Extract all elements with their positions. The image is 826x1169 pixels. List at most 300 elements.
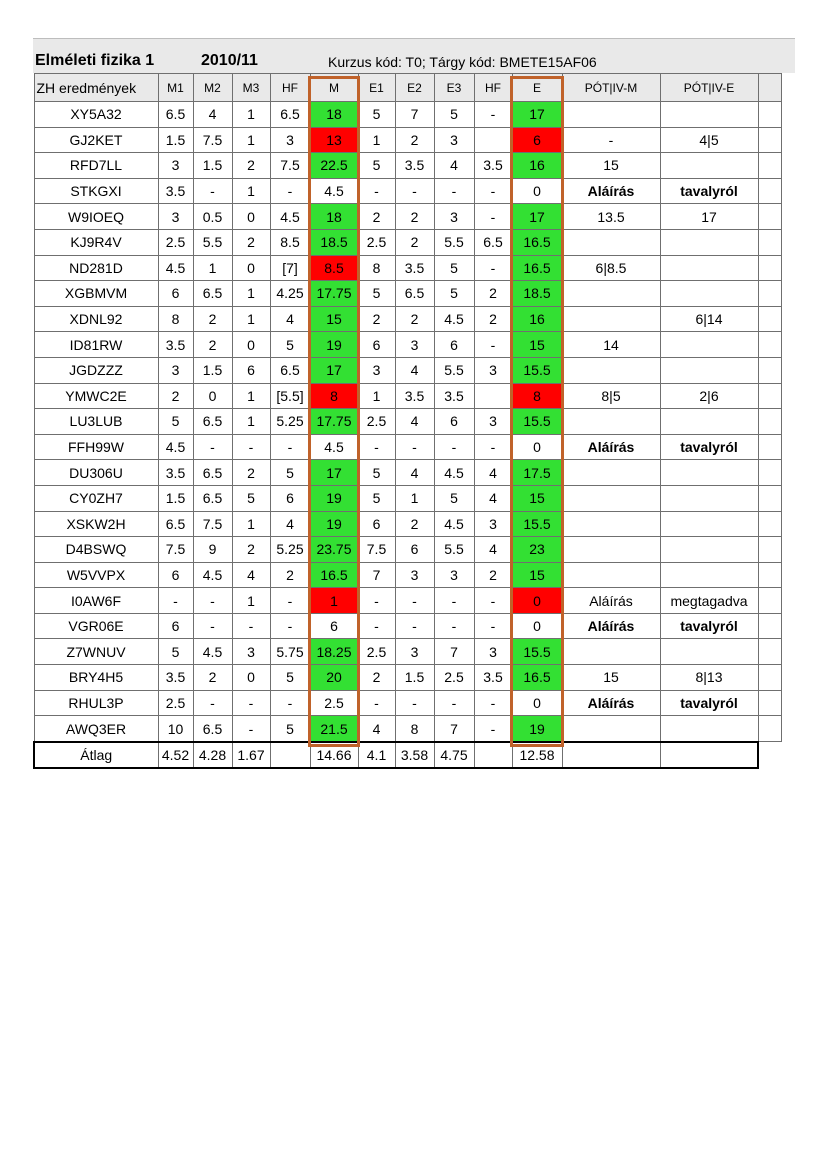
score-cell: 5 — [358, 102, 395, 128]
average-cell: 4.28 — [193, 742, 232, 769]
average-cell: 4.1 — [358, 742, 395, 769]
score-cell: 7.5 — [358, 537, 395, 563]
score-cell: 2 — [395, 306, 434, 332]
score-cell: 2 — [358, 204, 395, 230]
empty-cell — [758, 229, 781, 255]
score-cell: 5.5 — [434, 537, 474, 563]
score-cell: - — [434, 434, 474, 460]
score-cell: 6 — [358, 332, 395, 358]
score-cell: 2 — [358, 306, 395, 332]
score-cell: 2 — [193, 665, 232, 691]
table-row — [34, 306, 781, 332]
score-cell: 5 — [358, 460, 395, 486]
empty-cell — [758, 332, 781, 358]
score-cell: 1.5 — [158, 127, 193, 153]
student-code: AWQ3ER — [34, 716, 158, 742]
empty-cell — [758, 102, 781, 128]
empty-cell — [758, 178, 781, 204]
score-cell: 0 — [232, 255, 270, 281]
score-cell: 3.5 — [158, 178, 193, 204]
score-cell: [5.5] — [270, 383, 310, 409]
score-cell: 3.5 — [474, 153, 512, 179]
score-cell: 1 — [232, 281, 270, 307]
score-cell: 2.5 — [158, 690, 193, 716]
score-cell: 3 — [434, 562, 474, 588]
score-cell: 2.5 — [158, 229, 193, 255]
score-cell: 3.5 — [158, 460, 193, 486]
score-cell: 5 — [158, 409, 193, 435]
term: 2010/11 — [201, 52, 258, 69]
column-header: M2 — [193, 74, 232, 102]
m-total-cell: 19 — [310, 332, 358, 358]
header-label: ZH eredmények — [34, 74, 158, 102]
remark-cell: tavalyról — [660, 690, 758, 716]
remark-cell — [660, 229, 758, 255]
score-cell: 5 — [270, 716, 310, 742]
remark-cell — [562, 485, 660, 511]
score-cell: 6 — [270, 485, 310, 511]
column-header: HF — [270, 74, 310, 102]
student-code: XDNL92 — [34, 306, 158, 332]
average-cell: 1.67 — [232, 742, 270, 769]
score-cell: 6.5 — [158, 511, 193, 537]
score-cell: 4 — [474, 485, 512, 511]
remark-cell: tavalyról — [660, 613, 758, 639]
score-cell: - — [270, 690, 310, 716]
column-header — [758, 74, 781, 102]
score-cell: 5 — [358, 153, 395, 179]
score-cell: 0 — [232, 204, 270, 230]
e-total-cell: 16.5 — [512, 665, 562, 691]
score-cell: 5 — [270, 460, 310, 486]
score-cell: - — [395, 588, 434, 614]
remark-cell: 2|6 — [660, 383, 758, 409]
score-cell: - — [270, 588, 310, 614]
score-cell: 1.5 — [158, 485, 193, 511]
score-cell: 4 — [358, 716, 395, 742]
score-cell: - — [474, 716, 512, 742]
score-cell: 5 — [434, 102, 474, 128]
score-cell: 3 — [474, 511, 512, 537]
score-cell: 8.5 — [270, 229, 310, 255]
score-cell: 3 — [474, 357, 512, 383]
remark-cell — [562, 229, 660, 255]
remark-cell — [660, 716, 758, 742]
remark-cell: Aláírás — [562, 613, 660, 639]
m-total-cell: 17 — [310, 357, 358, 383]
score-cell: 6.5 — [193, 460, 232, 486]
student-code: LU3LUB — [34, 409, 158, 435]
score-cell: 4.5 — [158, 434, 193, 460]
e-total-cell: 17.5 — [512, 460, 562, 486]
empty-cell — [758, 639, 781, 665]
remark-cell — [660, 281, 758, 307]
score-cell: - — [232, 690, 270, 716]
score-cell: - — [434, 613, 474, 639]
score-cell: 0.5 — [193, 204, 232, 230]
score-cell: 4 — [395, 460, 434, 486]
score-cell: 6.5 — [270, 357, 310, 383]
score-cell: - — [193, 434, 232, 460]
remark-cell: 15 — [562, 665, 660, 691]
score-cell: 7 — [434, 716, 474, 742]
student-code: W9IOEQ — [34, 204, 158, 230]
remark-cell — [660, 255, 758, 281]
score-cell: 4.5 — [434, 460, 474, 486]
score-cell: 2 — [395, 511, 434, 537]
score-cell: 3 — [395, 639, 434, 665]
average-cell — [474, 742, 512, 769]
score-cell: - — [358, 588, 395, 614]
score-cell: 3 — [158, 153, 193, 179]
m-total-cell: 4.5 — [310, 178, 358, 204]
score-cell: 5.5 — [434, 357, 474, 383]
score-cell: 4 — [474, 460, 512, 486]
score-cell: 6 — [395, 537, 434, 563]
column-header: PÓT|IV-M — [562, 74, 660, 102]
score-cell: 3 — [270, 127, 310, 153]
score-cell: 4.25 — [270, 281, 310, 307]
empty-cell — [758, 716, 781, 742]
remark-cell — [562, 537, 660, 563]
score-cell: - — [474, 255, 512, 281]
column-header: HF — [474, 74, 512, 102]
score-cell: 2 — [232, 153, 270, 179]
score-cell: 6 — [232, 357, 270, 383]
remark-cell — [660, 102, 758, 128]
empty-cell — [758, 255, 781, 281]
score-cell: 9 — [193, 537, 232, 563]
score-cell: 6 — [434, 332, 474, 358]
empty-cell — [758, 306, 781, 332]
e-total-cell: 16.5 — [512, 229, 562, 255]
table-row — [34, 665, 781, 691]
student-code: D4BSWQ — [34, 537, 158, 563]
score-cell: 3 — [158, 204, 193, 230]
score-cell: 2 — [193, 332, 232, 358]
table-row — [34, 562, 781, 588]
remark-cell — [562, 409, 660, 435]
average-cell — [562, 742, 660, 769]
score-cell: 6 — [358, 511, 395, 537]
e-total-cell: 0 — [512, 434, 562, 460]
score-cell: 0 — [232, 332, 270, 358]
remark-cell — [562, 511, 660, 537]
remark-cell — [562, 716, 660, 742]
e-total-cell: 19 — [512, 716, 562, 742]
score-cell: [7] — [270, 255, 310, 281]
score-cell: 2.5 — [358, 229, 395, 255]
score-cell: 5.25 — [270, 537, 310, 563]
table-row — [34, 485, 781, 511]
score-cell: 5.5 — [193, 229, 232, 255]
remark-cell — [660, 409, 758, 435]
average-row — [34, 742, 781, 769]
empty-cell — [758, 562, 781, 588]
average-cell: 4.52 — [158, 742, 193, 769]
student-code: ID81RW — [34, 332, 158, 358]
score-cell: 5.75 — [270, 639, 310, 665]
remark-cell: 17 — [660, 204, 758, 230]
e-total-cell: 16 — [512, 306, 562, 332]
score-cell: - — [474, 102, 512, 128]
remark-cell — [660, 153, 758, 179]
score-cell: 2.5 — [358, 409, 395, 435]
results-table — [33, 73, 782, 769]
score-cell: - — [395, 613, 434, 639]
score-cell: 5.25 — [270, 409, 310, 435]
score-cell: 8 — [395, 716, 434, 742]
e-total-cell: 8 — [512, 383, 562, 409]
student-code: GJ2KET — [34, 127, 158, 153]
m-total-cell: 20 — [310, 665, 358, 691]
remark-cell: 8|5 — [562, 383, 660, 409]
score-cell: - — [474, 332, 512, 358]
score-cell: 3 — [395, 562, 434, 588]
empty-cell — [758, 127, 781, 153]
m-total-cell: 18 — [310, 102, 358, 128]
table-row — [34, 511, 781, 537]
average-cell — [270, 742, 310, 769]
score-cell: 4.5 — [270, 204, 310, 230]
e-total-cell: 17 — [512, 102, 562, 128]
remark-cell — [562, 102, 660, 128]
score-cell: 2 — [232, 460, 270, 486]
m-total-cell: 16.5 — [310, 562, 358, 588]
score-cell: - — [232, 434, 270, 460]
remark-cell: Aláírás — [562, 434, 660, 460]
remark-cell — [660, 562, 758, 588]
table-row — [34, 639, 781, 665]
score-cell: 6.5 — [193, 281, 232, 307]
m-total-cell: 17.75 — [310, 409, 358, 435]
e-total-cell: 6 — [512, 127, 562, 153]
table-row — [34, 127, 781, 153]
score-cell: - — [395, 690, 434, 716]
e-total-cell: 15 — [512, 562, 562, 588]
score-cell: - — [358, 434, 395, 460]
score-cell: 2 — [193, 306, 232, 332]
table-row — [34, 383, 781, 409]
e-total-cell: 0 — [512, 178, 562, 204]
score-cell: 6.5 — [193, 716, 232, 742]
m-total-cell: 19 — [310, 485, 358, 511]
table-row — [34, 204, 781, 230]
score-cell: 7.5 — [193, 127, 232, 153]
score-cell: 4 — [270, 511, 310, 537]
score-cell: - — [270, 178, 310, 204]
score-cell: 6 — [434, 409, 474, 435]
score-cell: - — [193, 613, 232, 639]
empty-cell — [758, 383, 781, 409]
m-total-cell: 8.5 — [310, 255, 358, 281]
table-row — [34, 229, 781, 255]
score-cell: - — [474, 204, 512, 230]
score-cell: 5.5 — [434, 229, 474, 255]
m-total-cell: 4.5 — [310, 434, 358, 460]
score-cell: - — [474, 434, 512, 460]
score-cell: - — [270, 434, 310, 460]
m-total-cell: 13 — [310, 127, 358, 153]
table-row — [34, 716, 781, 742]
score-cell: 4 — [474, 537, 512, 563]
score-cell: - — [434, 588, 474, 614]
m-total-cell: 22.5 — [310, 153, 358, 179]
remark-cell: 6|14 — [660, 306, 758, 332]
remark-cell: tavalyról — [660, 434, 758, 460]
remark-cell — [562, 562, 660, 588]
title-bar — [33, 38, 795, 73]
score-cell: 1 — [358, 383, 395, 409]
table-row — [34, 357, 781, 383]
column-header: E1 — [358, 74, 395, 102]
score-cell: - — [434, 690, 474, 716]
score-cell: 6.5 — [474, 229, 512, 255]
score-cell: 2.5 — [434, 665, 474, 691]
remark-cell — [562, 281, 660, 307]
student-code: YMWC2E — [34, 383, 158, 409]
e-total-cell: 0 — [512, 690, 562, 716]
e-total-cell: 0 — [512, 613, 562, 639]
header-row — [34, 74, 781, 102]
remark-cell — [562, 306, 660, 332]
remark-cell: 14 — [562, 332, 660, 358]
empty-cell — [758, 537, 781, 563]
empty-cell — [758, 153, 781, 179]
score-cell: 4 — [270, 306, 310, 332]
grade-sheet — [33, 38, 795, 769]
score-cell: 6 — [158, 562, 193, 588]
empty-cell — [758, 434, 781, 460]
table-row — [34, 588, 781, 614]
score-cell: 7 — [434, 639, 474, 665]
m-total-cell: 17 — [310, 460, 358, 486]
score-cell: 3.5 — [395, 153, 434, 179]
average-cell: 12.58 — [512, 742, 562, 769]
empty-cell — [758, 511, 781, 537]
m-total-cell: 15 — [310, 306, 358, 332]
e-total-cell: 15.5 — [512, 357, 562, 383]
empty-cell — [758, 204, 781, 230]
score-cell: 3 — [232, 639, 270, 665]
table-row — [34, 613, 781, 639]
score-cell: 5 — [232, 485, 270, 511]
column-header: E2 — [395, 74, 434, 102]
m-total-cell: 17.75 — [310, 281, 358, 307]
score-cell: 2.5 — [358, 639, 395, 665]
score-cell: 7 — [358, 562, 395, 588]
m-total-cell: 21.5 — [310, 716, 358, 742]
column-header: M3 — [232, 74, 270, 102]
column-header: E3 — [434, 74, 474, 102]
table-row — [34, 281, 781, 307]
score-cell: 2 — [232, 229, 270, 255]
e-total-cell: 15.5 — [512, 409, 562, 435]
score-cell: 4.5 — [434, 306, 474, 332]
score-cell — [474, 127, 512, 153]
score-cell: 4 — [434, 153, 474, 179]
table-row — [34, 332, 781, 358]
average-cell: 4.75 — [434, 742, 474, 769]
score-cell: - — [270, 613, 310, 639]
score-cell: 5 — [434, 255, 474, 281]
score-cell: 2 — [395, 229, 434, 255]
score-cell: - — [358, 690, 395, 716]
e-total-cell: 18.5 — [512, 281, 562, 307]
empty-cell — [758, 613, 781, 639]
e-total-cell: 15 — [512, 485, 562, 511]
remark-cell: 4|5 — [660, 127, 758, 153]
score-cell: 5 — [358, 281, 395, 307]
score-cell: - — [193, 588, 232, 614]
score-cell: 7 — [395, 102, 434, 128]
score-cell: 3 — [474, 639, 512, 665]
score-cell: 5 — [270, 665, 310, 691]
remark-cell — [660, 460, 758, 486]
score-cell: 2 — [232, 537, 270, 563]
score-cell: 1 — [193, 255, 232, 281]
table-row — [34, 690, 781, 716]
remark-cell — [660, 537, 758, 563]
remark-cell — [660, 332, 758, 358]
student-code: W5VVPX — [34, 562, 158, 588]
course-codes: Kurzus kód: T0; Tárgy kód: BMETE15AF06 — [328, 54, 597, 70]
score-cell: 2 — [474, 306, 512, 332]
column-header: M — [310, 74, 358, 102]
student-code: Z7WNUV — [34, 639, 158, 665]
student-code: STKGXI — [34, 178, 158, 204]
remark-cell — [660, 485, 758, 511]
score-cell: 1 — [232, 383, 270, 409]
m-total-cell: 18 — [310, 204, 358, 230]
score-cell: 1 — [232, 409, 270, 435]
remark-cell: Aláírás — [562, 178, 660, 204]
table-row — [34, 255, 781, 281]
score-cell: 4.5 — [434, 511, 474, 537]
student-code: CY0ZH7 — [34, 485, 158, 511]
score-cell: 6.5 — [158, 102, 193, 128]
student-code: VGR06E — [34, 613, 158, 639]
e-total-cell: 23 — [512, 537, 562, 563]
empty-cell — [758, 409, 781, 435]
remark-cell: tavalyról — [660, 178, 758, 204]
score-cell: 2 — [474, 562, 512, 588]
m-total-cell: 18.25 — [310, 639, 358, 665]
average-cell: 3.58 — [395, 742, 434, 769]
score-cell: 3 — [395, 332, 434, 358]
column-header: E — [512, 74, 562, 102]
student-code: I0AW6F — [34, 588, 158, 614]
score-cell: 2 — [270, 562, 310, 588]
empty-cell — [758, 690, 781, 716]
column-header: PÓT|IV-E — [660, 74, 758, 102]
score-cell: 5 — [270, 332, 310, 358]
column-header: M1 — [158, 74, 193, 102]
score-cell: 1 — [395, 485, 434, 511]
e-total-cell: 15 — [512, 332, 562, 358]
student-code: KJ9R4V — [34, 229, 158, 255]
score-cell: - — [158, 588, 193, 614]
remark-cell: Aláírás — [562, 690, 660, 716]
student-code: DU306U — [34, 460, 158, 486]
score-cell: 3.5 — [474, 665, 512, 691]
score-cell: 1 — [358, 127, 395, 153]
student-code: JGDZZZ — [34, 357, 158, 383]
score-cell: 5 — [158, 639, 193, 665]
score-cell: 7.5 — [193, 511, 232, 537]
score-cell: 6.5 — [395, 281, 434, 307]
table-row — [34, 102, 781, 128]
